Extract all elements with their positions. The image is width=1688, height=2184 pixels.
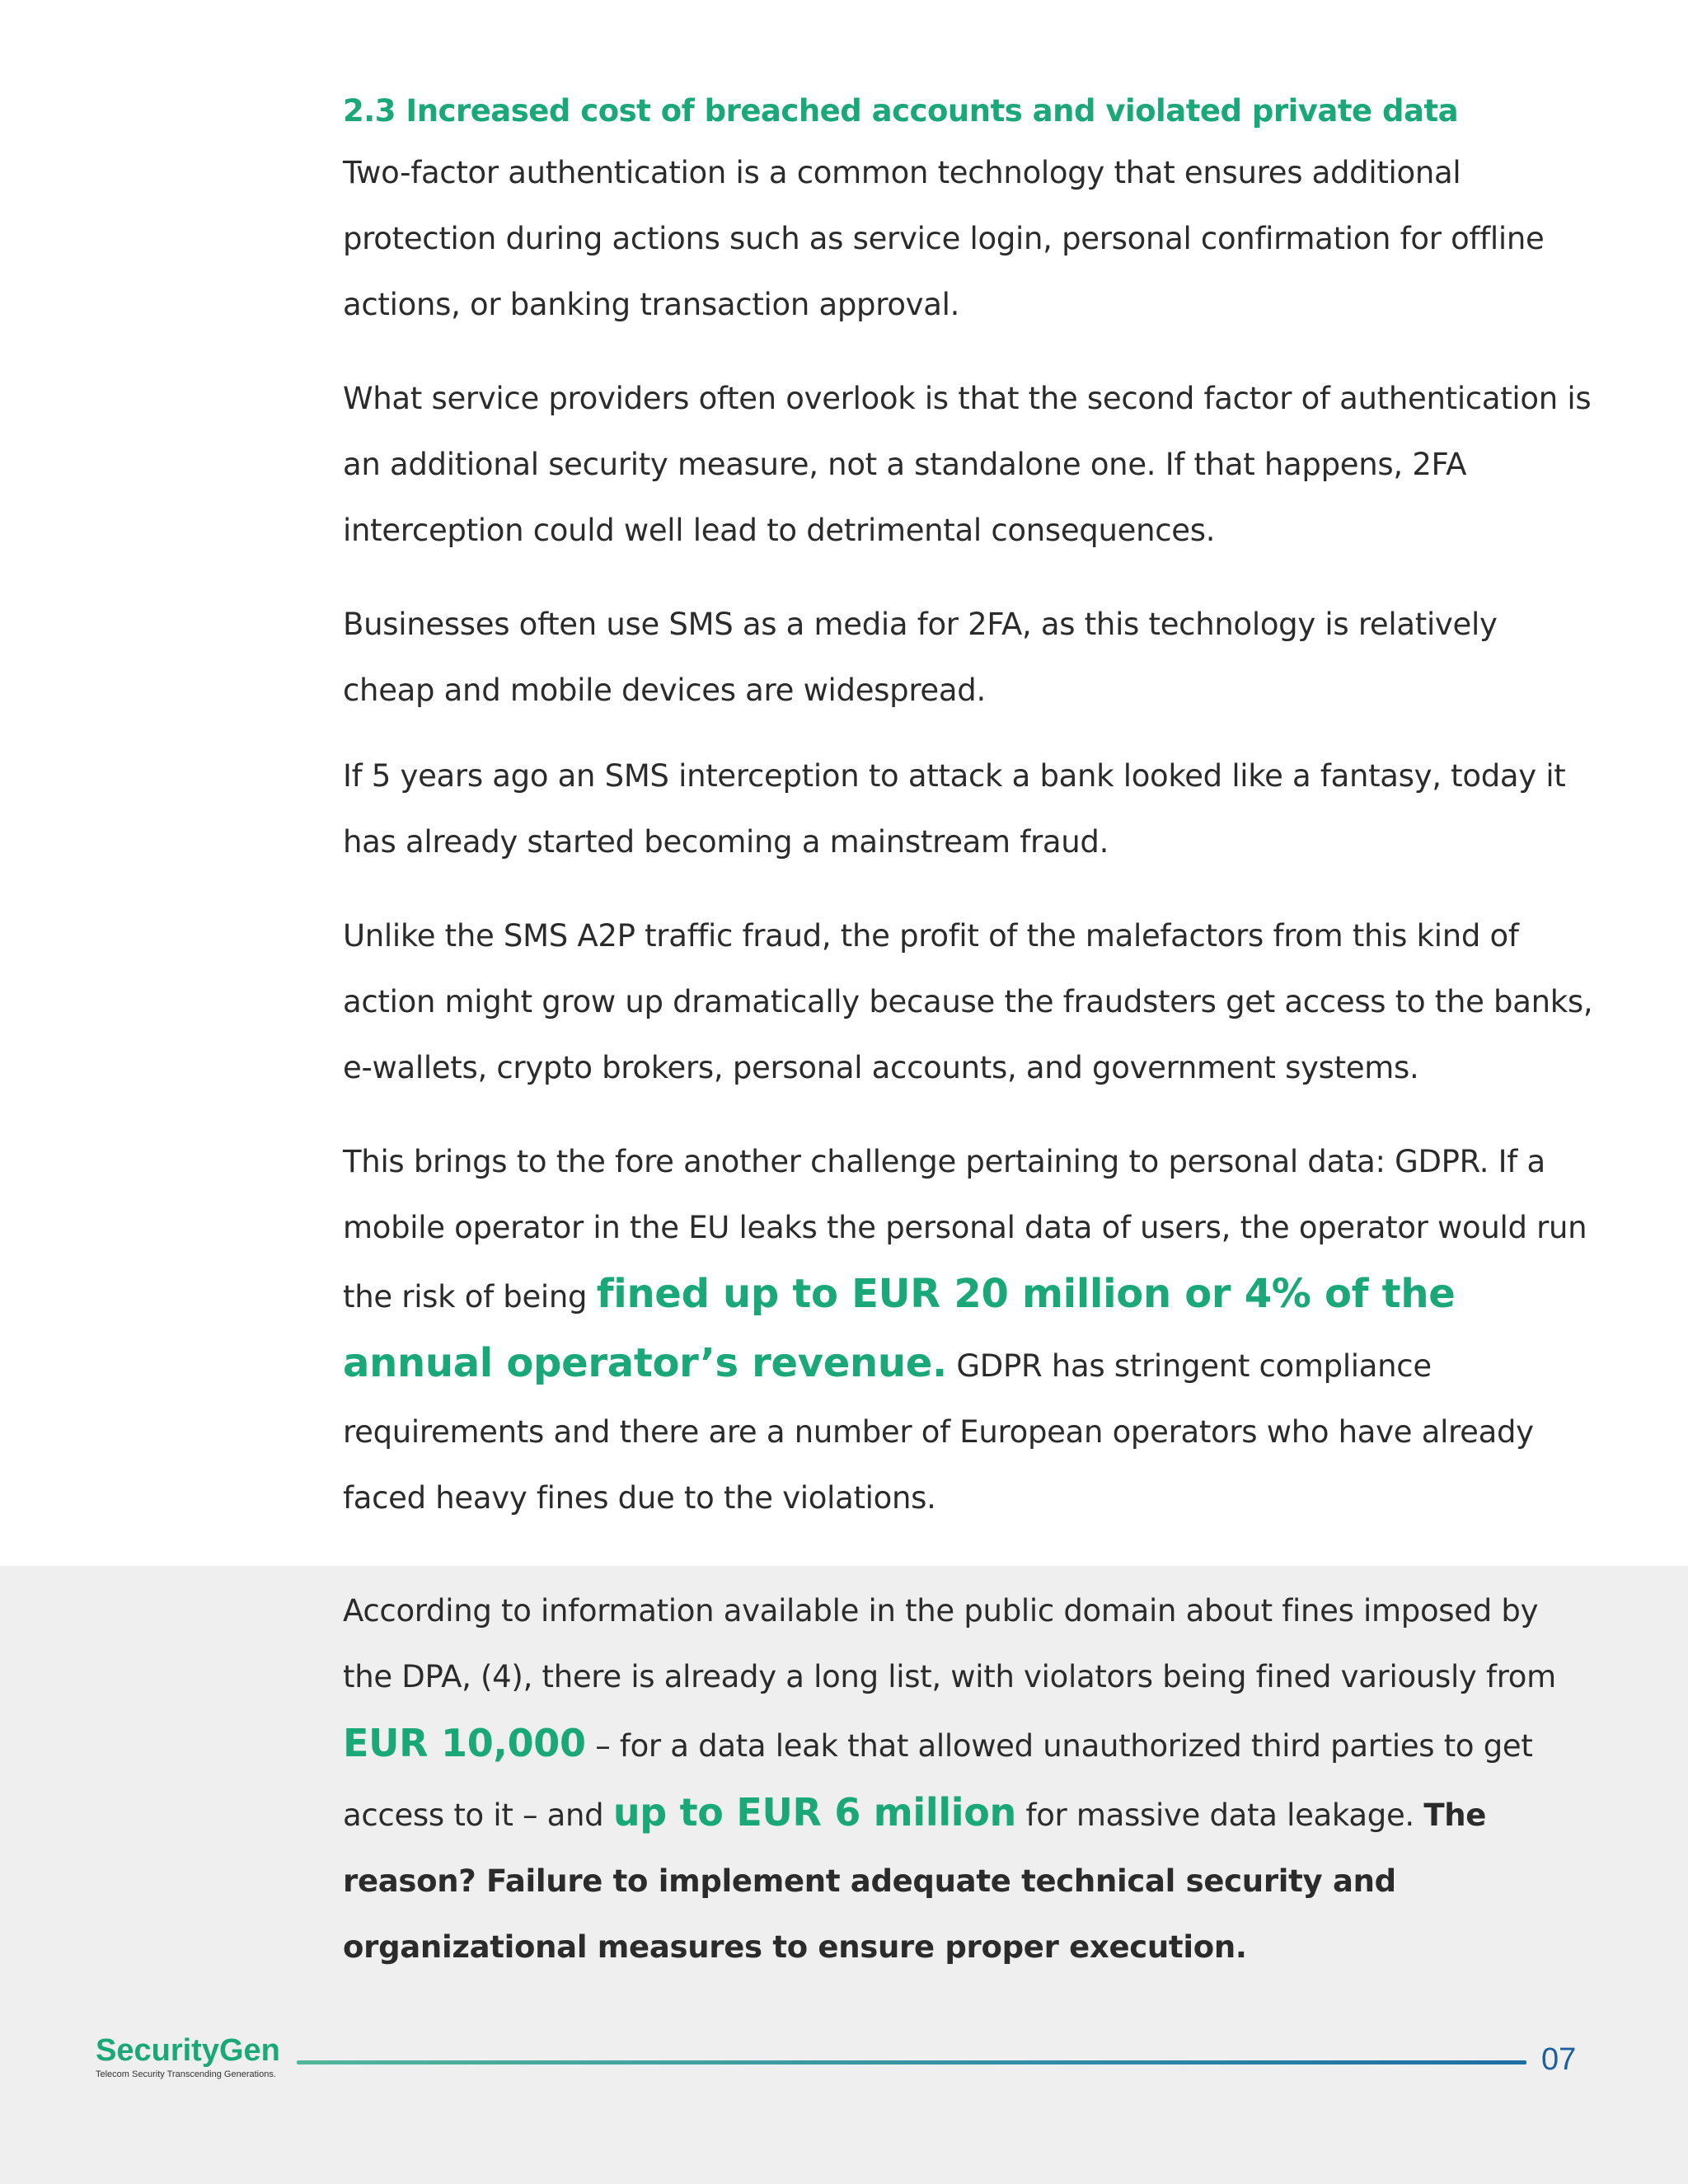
callout-text-2: – for a data leak that allowed unauthorized third parties to get access to it – and — [343, 1728, 1533, 1833]
paragraph-2fa-overlook: What service providers often overlook is that the second factor of authentication is an additional security measure, not a standalone one. If that happens, 2FA interception could well lead to detrimental consequences. — [343, 381, 1592, 548]
paragraph-sms-2fa: Businesses often use SMS as a media for 2FA, as this technology is relatively cheap and mobile devices are widespread. — [343, 607, 1498, 708]
fine-max-highlight: up to EUR 6 million — [612, 1790, 1017, 1835]
gdpr-text-start: This brings to the fore another challenge pertaining to personal data: GDPR. If a mobile operator in the EU leaks the personal data of users, the operator would run the risk of being — [343, 1144, 1587, 1315]
page-number: 07 — [1541, 2042, 1577, 2077]
paragraph-gdpr — [343, 1129, 1596, 1531]
section-heading: 2.3 Increased cost of breached accounts and violated private data — [343, 93, 1459, 129]
gdpr-fine-highlight: fined up to EUR 20 million or 4% of the annual operator’s revenue. — [343, 1271, 1456, 1386]
securitygen-logo — [96, 2032, 293, 2080]
callout-text-1: According to information available in the public domain about fines imposed by the DPA, (4), there is already a long list, with violators being fined variously from — [343, 1593, 1556, 1694]
gdpr-text-end: GDPR has stringent compliance requirements and there are a number of European operators who have already faced heavy fines due to the violations. — [343, 1348, 1534, 1516]
logo-wordmark — [96, 2032, 293, 2069]
callout-bold-reason: The reason? Failure to implement adequate technical security and organizational measures to ensure proper execution. — [343, 1797, 1487, 1965]
callout-box — [343, 1578, 1596, 2008]
fine-min-highlight: EUR 10,000 — [343, 1721, 586, 1765]
main-content — [343, 82, 1596, 1559]
logo-name-gen: Gen — [218, 2033, 280, 2068]
paragraph-a2p-fraud: Unlike the SMS A2P traffic fraud, the profit of the malefactors from this kind of action might grow up dramatically because the fraudsters get access to the banks, e-wallets, crypto brokers, personal accounts, and government systems. — [343, 918, 1593, 1085]
footer-divider — [297, 2060, 1526, 2064]
logo-name-security: Security — [96, 2033, 219, 2068]
page-footer — [0, 2027, 1688, 2093]
callout-paragraph — [343, 1578, 1596, 1980]
logo-tagline: Telecom Security Transcending Generations. — [96, 2069, 276, 2079]
paragraph-sms-interception: If 5 years ago an SMS interception to attack a bank looked like a fantasy, today it has already started becoming a mainstream fraud. — [343, 758, 1566, 860]
callout-text-3: for massive data leakage. — [1016, 1797, 1424, 1833]
paragraph-2fa-intro: Two-factor authentication is a common technology that ensures additional protection during actions such as service login, personal confirmation for offline actions, or banking transaction approval. — [343, 155, 1545, 322]
